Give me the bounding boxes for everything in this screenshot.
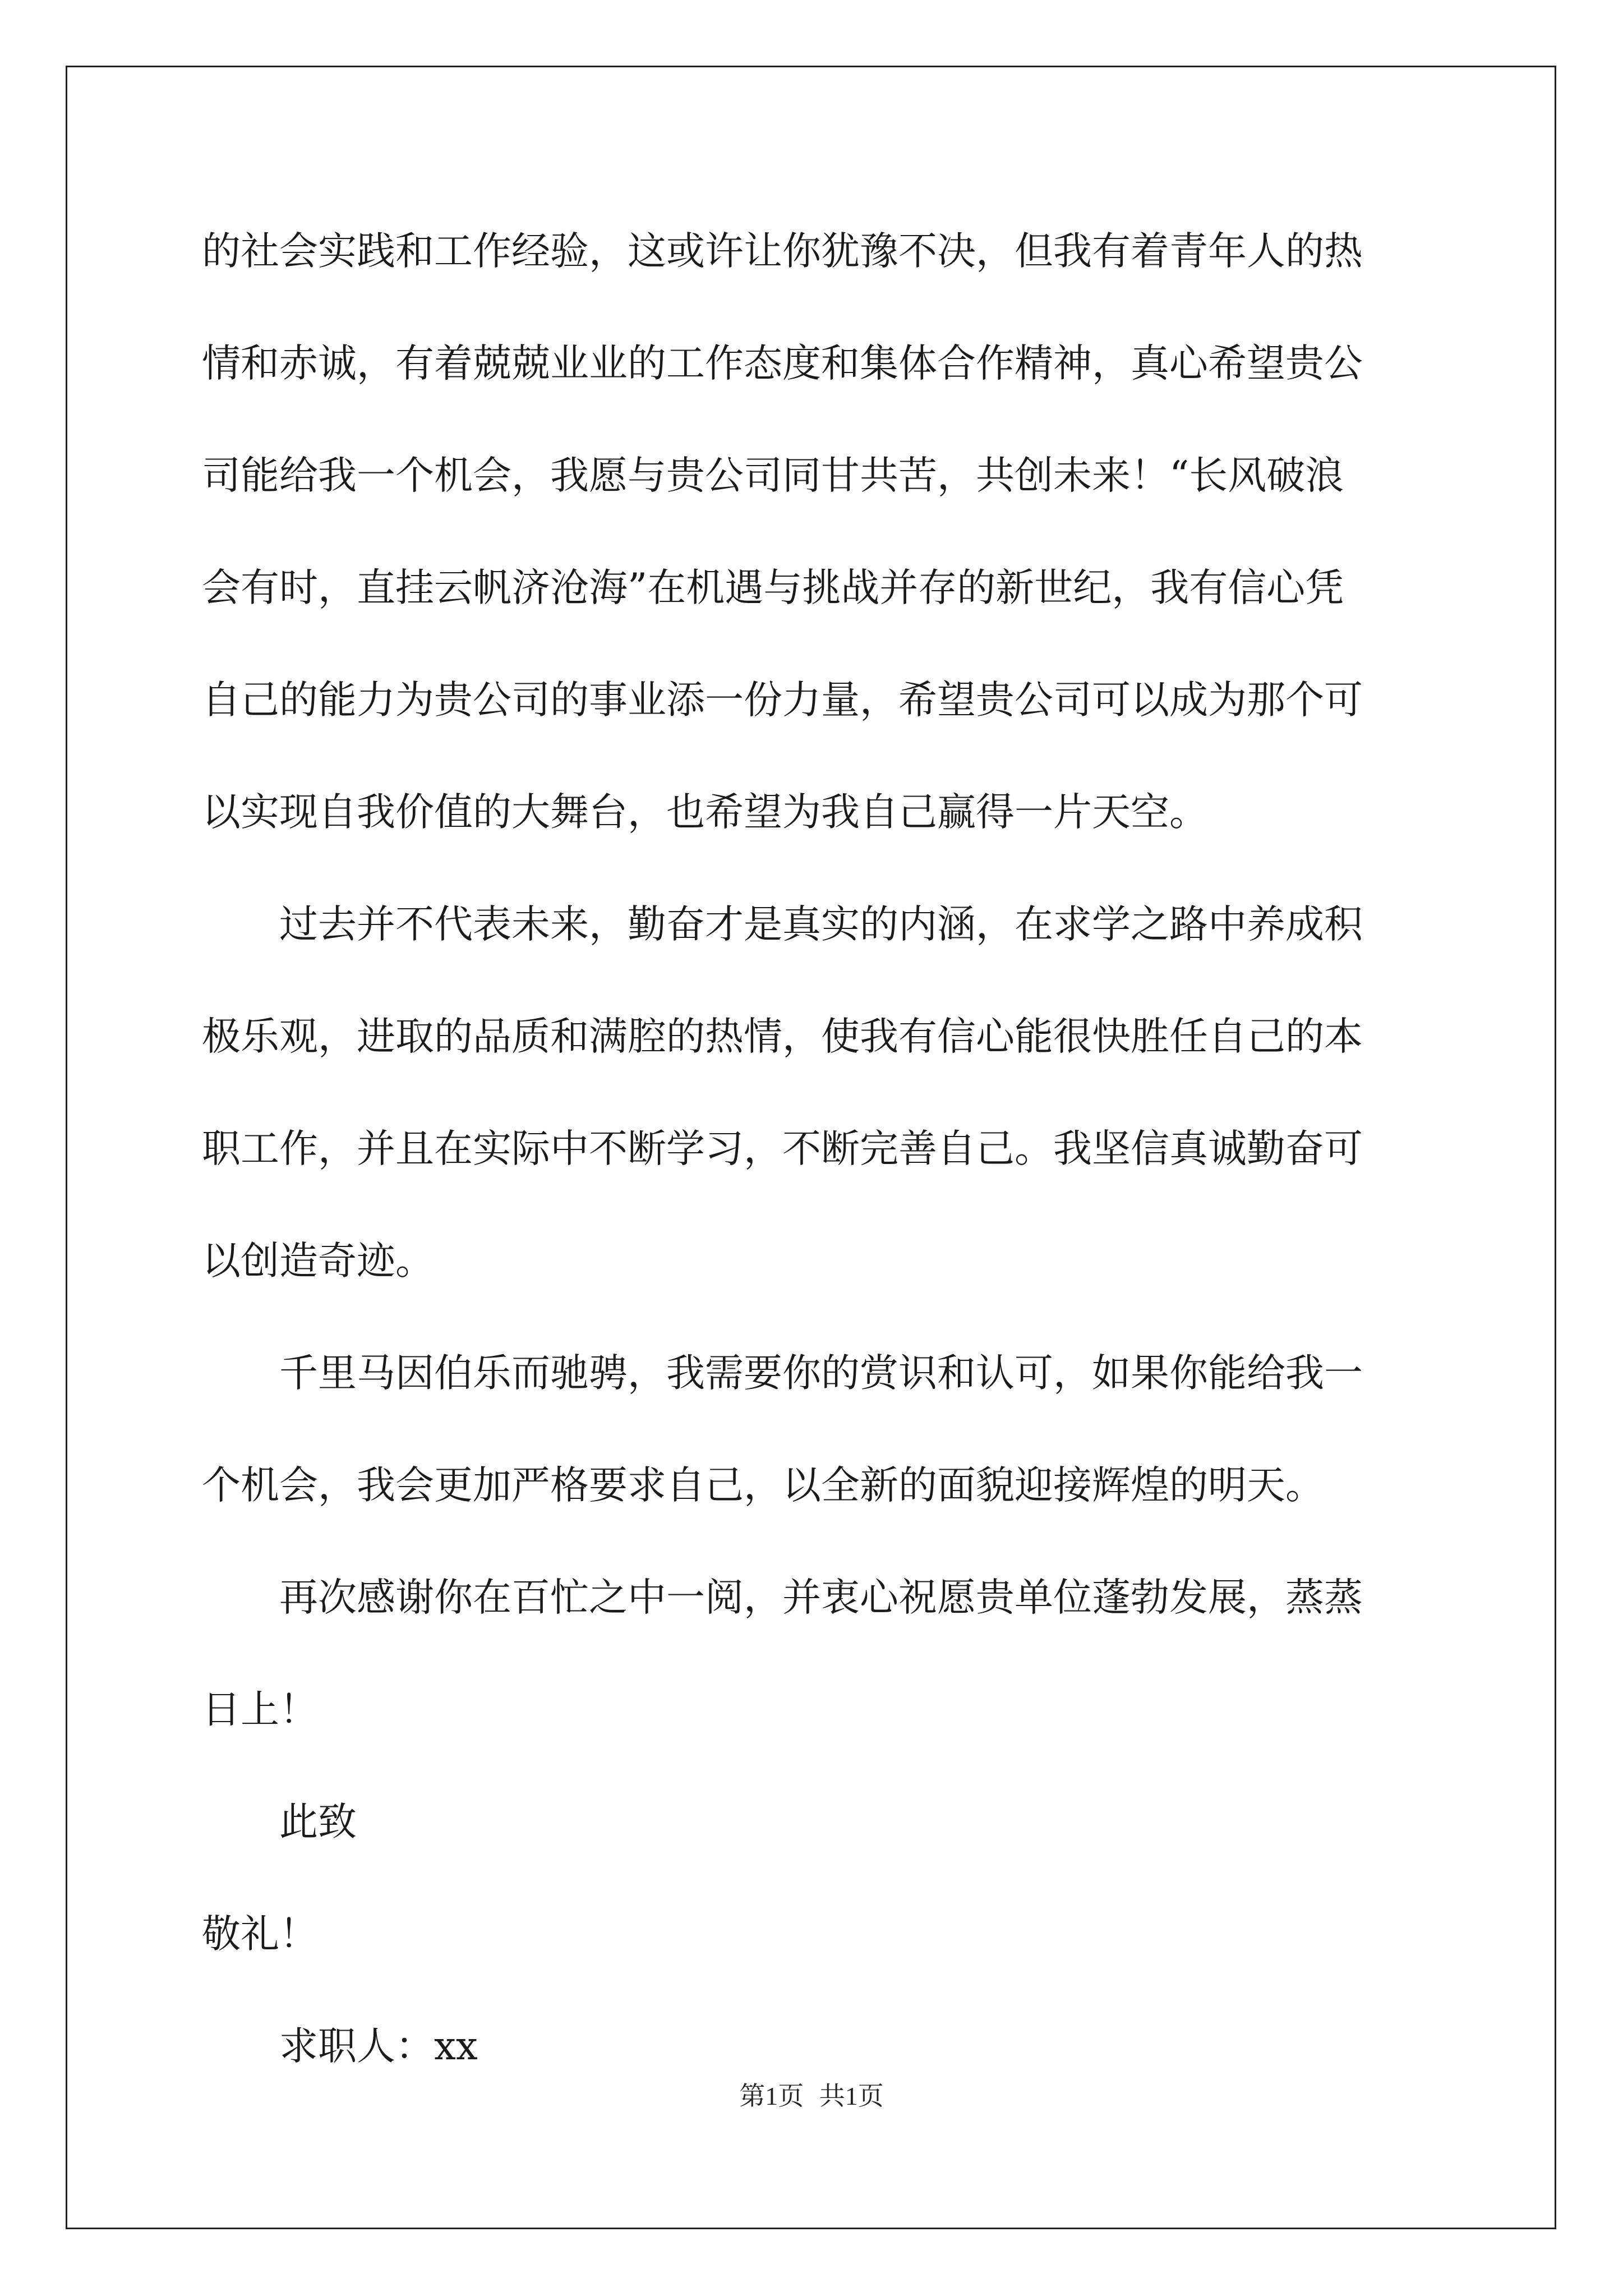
text-line: 的社会实践和工作经验，这或许让你犹豫不决，但我有着青年人的热 (202, 229, 1363, 274)
page-number: 第1页 (739, 2082, 804, 2110)
text-line: 过去并不代表未来，勤奋才是真实的内涵，在求学之路中养成积 (202, 902, 1363, 947)
letter-body (202, 202, 1430, 2109)
text-line: 千里马因伯乐而驰骋，我需要你的赏识和认可，如果你能给我一 (202, 1351, 1363, 1396)
text-line: 司能给我一个机会，我愿与贵公司同甘共苦，共创未来！“长风破浪 (202, 453, 1344, 498)
text-line: 再次感谢你在百忙之中一阅，并衷心祝愿贵单位蓬勃发展，蒸蒸 (202, 1575, 1363, 1620)
text-line: 以创造奇迹。 (202, 1239, 434, 1283)
text-line: 日上！ (202, 1687, 318, 1732)
salutation-line: 敬礼！ (202, 1912, 318, 1957)
text-line: 职工作，并且在实际中不断学习，不断完善自己。我坚信真诚勤奋可 (202, 1126, 1363, 1171)
text-line: 自己的能力为贵公司的事业添一份力量，希望贵公司可以成为那个可 (202, 678, 1363, 723)
page-total: 共1页 (819, 2082, 884, 2110)
text-line: 情和赤诚，有着兢兢业业的工作态度和集体合作精神，真心希望贵公 (202, 341, 1363, 386)
text-line: 以实现自我价值的大舞台，也希望为我自己赢得一片天空。 (202, 790, 1208, 835)
text-line: 极乐观，进取的品质和满腔的热情，使我有信心能很快胜任自己的本 (202, 1014, 1363, 1059)
letter-text (202, 202, 1430, 2109)
text-line: 个机会，我会更加严格要求自己，以全新的面貌迎接辉煌的明天。 (202, 1463, 1324, 1508)
closing-line: 此致 (202, 1800, 357, 1844)
page-footer (0, 2076, 1623, 2113)
signature-line: 求职人：xx (202, 2024, 478, 2069)
text-line: 会有时，直挂云帆济沧海”在机遇与挑战并存的新世纪，我有信心凭 (202, 565, 1344, 610)
